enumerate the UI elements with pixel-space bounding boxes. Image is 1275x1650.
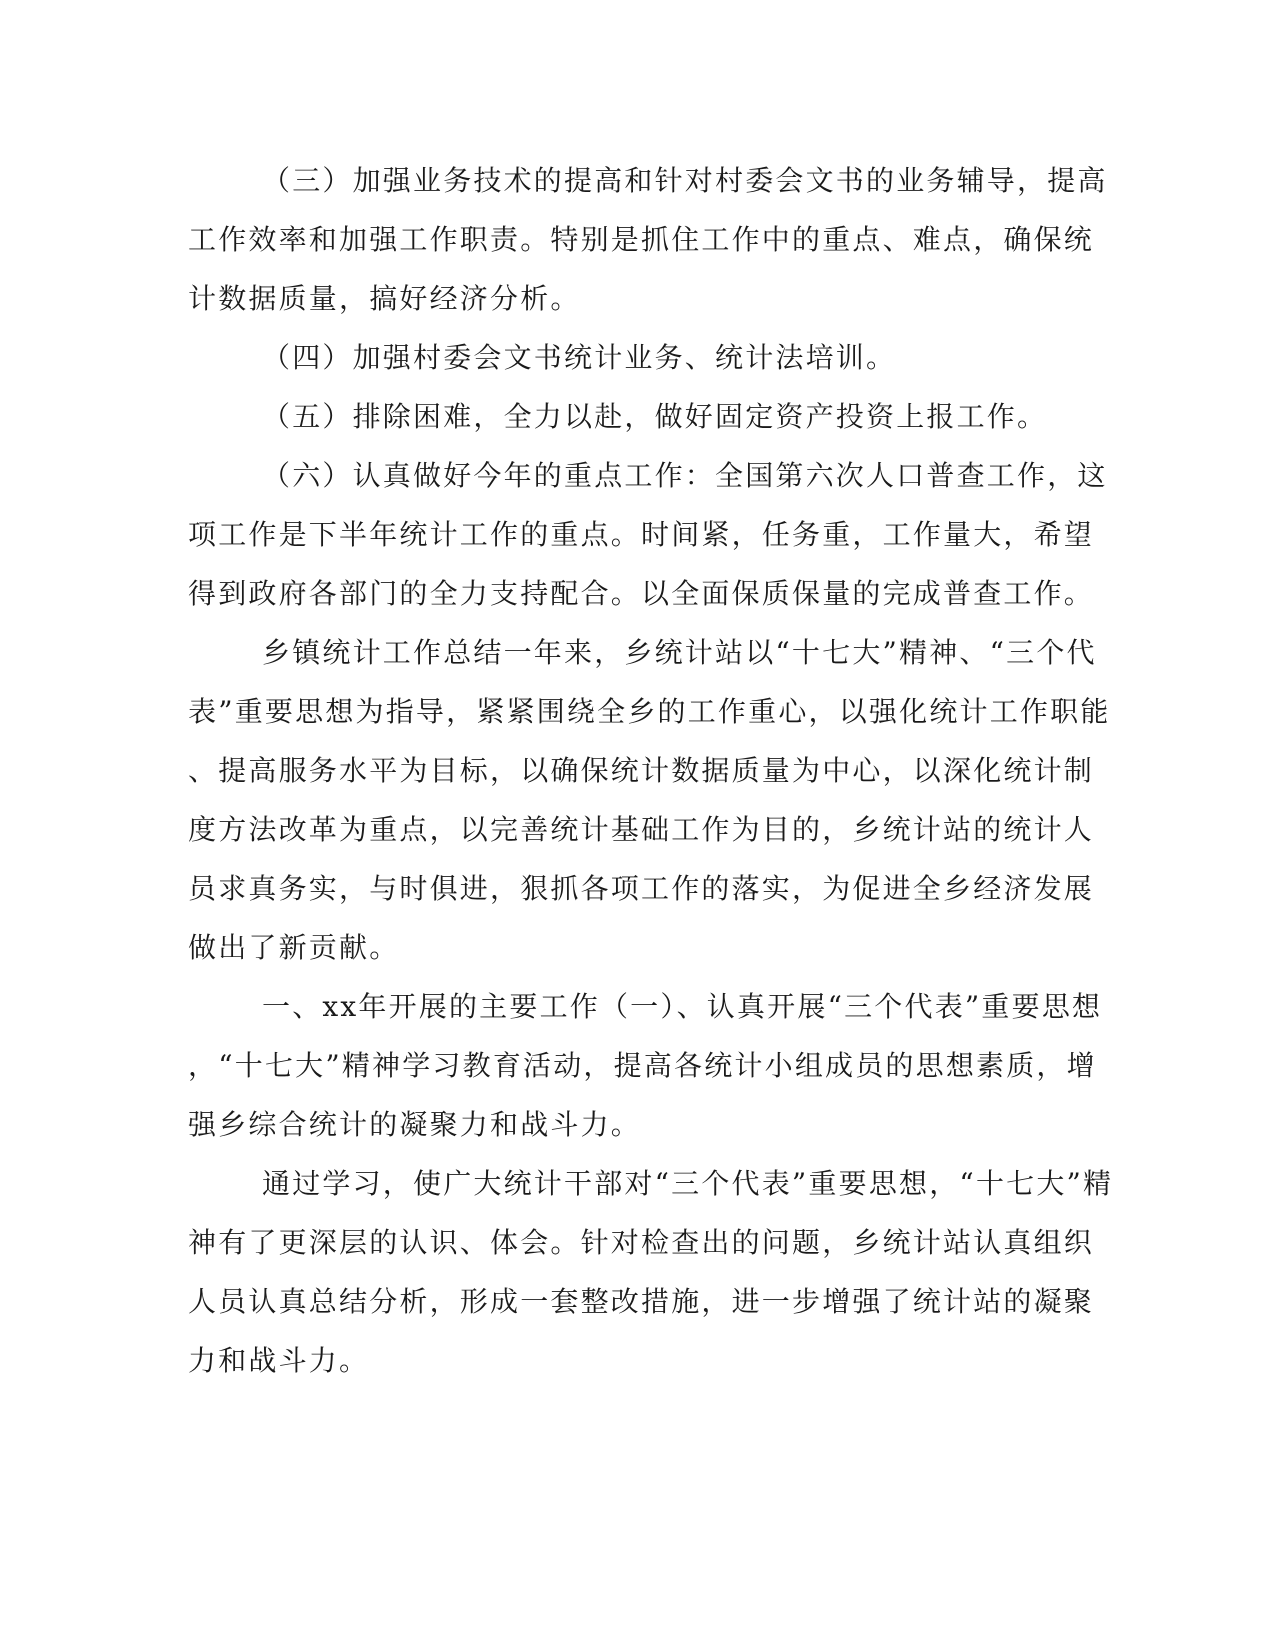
text-line: （五）排除困难，全力以赴，做好固定资产投资上报工作。 bbox=[262, 400, 1048, 433]
text-line: ，“十七大”精神学习教育活动，提高各统计小组成员的思想素质，增 bbox=[188, 1049, 1097, 1082]
text-line: 度方法改革为重点，以完善统计基础工作为目的，乡统计站的统计人 bbox=[188, 813, 1095, 846]
text-line: （四）加强村委会文书统计业务、统计法培训。 bbox=[262, 341, 897, 374]
text-line: 计数据质量，搞好经济分析。 bbox=[188, 282, 581, 315]
text-line: 人员认真总结分析，形成一套整改措施，进一步增强了统计站的凝聚 bbox=[188, 1285, 1095, 1318]
text-line: （六）认真做好今年的重点工作：全国第六次人口普查工作，这 bbox=[262, 459, 1108, 492]
text-line: 强乡综合统计的凝聚力和战斗力。 bbox=[188, 1108, 642, 1141]
text-line: （三）加强业务技术的提高和针对村委会文书的业务辅导，提高 bbox=[262, 164, 1108, 197]
text-line: 表”重要思想为指导，紧紧围绕全乡的工作重心，以强化统计工作职能 bbox=[188, 695, 1111, 728]
text-line: 、提高服务水平为目标，以确保统计数据质量为中心，以深化统计制 bbox=[188, 754, 1095, 787]
text-line: 得到政府各部门的全力支持配合。以全面保质保量的完成普查工作。 bbox=[188, 577, 1095, 610]
text-line: 乡镇统计工作总结一年来，乡统计站以“十七大”精神、“三个代 bbox=[262, 636, 1097, 669]
text-line: 力和战斗力。 bbox=[188, 1344, 370, 1377]
text-line: 工作效率和加强工作职责。特别是抓住工作中的重点、难点，确保统 bbox=[188, 223, 1095, 256]
text-line: 做出了新贡献。 bbox=[188, 931, 400, 964]
text-line: 神有了更深层的认识、体会。针对检查出的问题，乡统计站认真组织 bbox=[188, 1226, 1095, 1259]
text-line: 通过学习，使广大统计干部对“三个代表”重要思想，“十七大”精 bbox=[262, 1167, 1114, 1200]
text-line: 一、xx年开展的主要工作（一）、认真开展“三个代表”重要思想 bbox=[262, 990, 1103, 1023]
text-line: 项工作是下半年统计工作的重点。时间紧，任务重，工作量大，希望 bbox=[188, 518, 1095, 551]
text-line: 员求真务实，与时俱进，狠抓各项工作的落实，为促进全乡经济发展 bbox=[188, 872, 1095, 905]
